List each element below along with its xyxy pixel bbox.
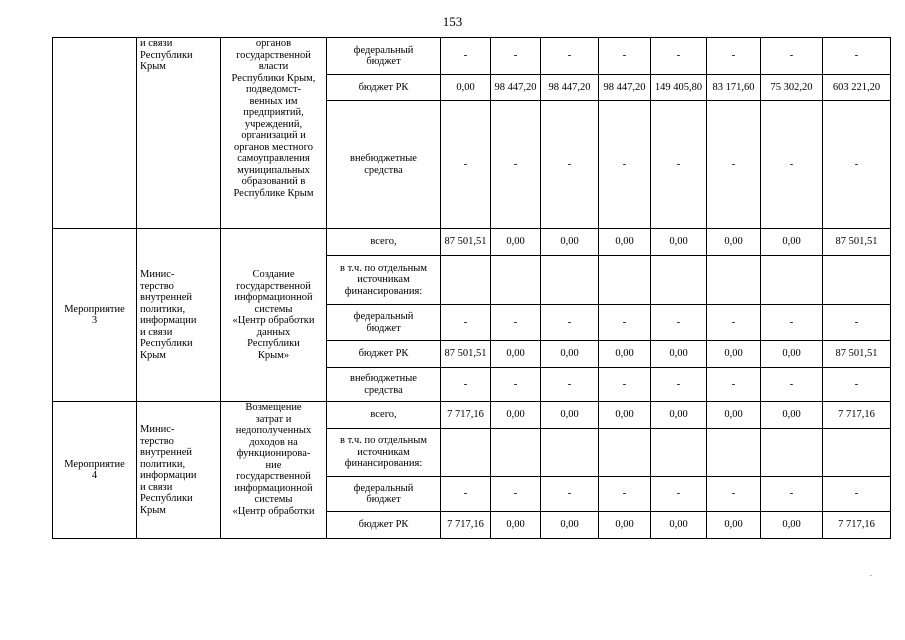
cell-text-line: государственной — [236, 471, 311, 482]
value-cell: 7 717,16 — [823, 512, 891, 539]
value-cell: 149 405,80 — [651, 75, 707, 101]
cell-text-line: Создание — [252, 269, 295, 280]
value-cell: 0,00 — [491, 512, 541, 539]
value-cell: 98 447,20 — [541, 75, 599, 101]
cell-text-line: политики, — [140, 458, 186, 470]
cell-text-line: Республики — [247, 338, 300, 349]
cell-text-line: внебюджетные — [350, 373, 417, 384]
cell-text-line: информационной — [234, 292, 313, 303]
scan-speck — [870, 575, 872, 576]
cell-text-line: политики, — [140, 303, 186, 315]
cell-text-line: Возмещение — [245, 402, 302, 413]
value-cell: - — [541, 38, 599, 75]
cell-text-line: всего, — [370, 409, 397, 421]
value-cell: 603 221,20 — [823, 75, 891, 101]
value-cell: - — [651, 305, 707, 341]
value-cell: 0,00 — [707, 402, 761, 429]
cell-text-line: Мероприятие — [64, 458, 125, 470]
value-cell: 0,00 — [541, 229, 599, 256]
cell-text-line: функционирова- — [236, 448, 311, 459]
funding-source-cell — [327, 429, 441, 477]
cell-text-line: недополученных — [235, 425, 312, 436]
cell-text-line: органов — [255, 38, 292, 49]
value-cell — [599, 429, 651, 477]
value-cell: 7 717,16 — [823, 402, 891, 429]
cell-text-line: источникам — [357, 274, 410, 286]
value-cell: - — [823, 368, 891, 402]
cell-text-line: и связи — [140, 481, 173, 493]
cell-text-line: образований в — [241, 176, 306, 187]
value-cell: - — [761, 368, 823, 402]
cell-text-line: и связи — [140, 326, 173, 338]
value-cell: - — [761, 305, 823, 341]
value-cell: 0,00 — [707, 512, 761, 539]
cell-text-line: подведомст- — [245, 84, 302, 95]
value-cell: - — [823, 101, 891, 229]
value-cell — [491, 429, 541, 477]
value-cell — [651, 256, 707, 305]
table-row — [53, 229, 891, 256]
value-cell: - — [441, 368, 491, 402]
value-cell — [823, 429, 891, 477]
value-cell: - — [707, 101, 761, 229]
measure-description-cell — [221, 38, 327, 229]
cell-text-line: Минис- — [140, 424, 175, 435]
value-cell: - — [707, 477, 761, 512]
value-cell: - — [761, 38, 823, 75]
value-cell: 0,00 — [599, 341, 651, 368]
cell-text-line: Крым — [140, 504, 166, 516]
cell-text-line: Республики Крым, — [231, 72, 316, 84]
cell-text-line: бюджет — [366, 56, 401, 67]
cell-text-line: затрат и — [255, 413, 292, 425]
cell-text-line: бюджет РК — [358, 348, 409, 360]
value-cell — [707, 429, 761, 477]
cell-text-line: внебюджетные — [350, 153, 417, 164]
value-cell: 7 717,16 — [441, 402, 491, 429]
value-cell: 0,00 — [441, 75, 491, 101]
measure-label-cell — [53, 402, 137, 539]
cell-text-line: Республики — [140, 49, 193, 61]
value-cell — [761, 429, 823, 477]
value-cell — [599, 256, 651, 305]
cell-text-line: бюджет — [366, 494, 401, 505]
cell-text-line: «Центр обработки — [232, 315, 315, 326]
value-cell — [541, 429, 599, 477]
value-cell: 0,00 — [761, 341, 823, 368]
cell-text-line: информации — [140, 470, 197, 481]
value-cell: 0,00 — [491, 341, 541, 368]
cell-text-line: бюджет — [366, 322, 401, 334]
cell-text-line: в т.ч. по отдельным — [340, 435, 427, 447]
value-cell: - — [441, 101, 491, 229]
cell-text-line: доходов на — [249, 436, 298, 448]
value-cell: - — [651, 368, 707, 402]
funding-source-cell — [327, 368, 441, 402]
value-cell: 0,00 — [761, 512, 823, 539]
value-cell: 0,00 — [651, 341, 707, 368]
value-cell: 0,00 — [651, 512, 707, 539]
value-cell: 0,00 — [491, 402, 541, 429]
value-cell: 83 171,60 — [707, 75, 761, 101]
responsible-org-cell — [137, 38, 221, 229]
funding-source-cell — [327, 229, 441, 256]
table-row — [53, 402, 891, 429]
value-cell: - — [491, 368, 541, 402]
cell-text-line: терство — [140, 435, 174, 447]
value-cell: - — [441, 305, 491, 341]
value-cell: 0,00 — [599, 402, 651, 429]
value-cell: 0,00 — [599, 229, 651, 256]
funding-source-cell — [327, 341, 441, 368]
cell-text-line: ние — [265, 459, 282, 471]
cell-text-line: 4 — [91, 470, 98, 481]
value-cell: 0,00 — [491, 229, 541, 256]
value-cell: - — [761, 101, 823, 229]
funding-source-cell — [327, 477, 441, 512]
cell-text-line: 3 — [91, 315, 98, 326]
cell-text-line: самоуправления — [237, 153, 310, 164]
value-cell: 0,00 — [541, 402, 599, 429]
measure-description-cell — [221, 229, 327, 402]
funding-table — [52, 37, 891, 539]
measure-description-cell — [221, 402, 327, 539]
cell-text-line: средства — [364, 164, 403, 176]
cell-text-line: данных — [256, 326, 291, 338]
value-cell: - — [707, 305, 761, 341]
cell-text-line: информационной — [234, 482, 313, 494]
cell-text-line: федеральный — [353, 44, 414, 56]
value-cell — [651, 429, 707, 477]
cell-text-line: Республики — [140, 493, 193, 504]
value-cell: 87 501,51 — [441, 341, 491, 368]
cell-text-line: федеральный — [353, 482, 414, 494]
value-cell: 87 501,51 — [823, 341, 891, 368]
value-cell — [761, 256, 823, 305]
cell-text-line: учреждений, — [244, 118, 303, 130]
cell-text-line: федеральный — [353, 311, 414, 322]
value-cell: - — [491, 101, 541, 229]
cell-text-line: Республике Крым — [233, 187, 314, 199]
cell-text-line: Крым» — [257, 349, 290, 361]
value-cell: - — [823, 305, 891, 341]
value-cell: - — [599, 305, 651, 341]
value-cell — [441, 256, 491, 305]
cell-text-line: всего, — [370, 236, 397, 248]
value-cell: - — [541, 305, 599, 341]
value-cell: - — [761, 477, 823, 512]
value-cell: 0,00 — [651, 402, 707, 429]
cell-text-line: государственной — [236, 280, 311, 292]
value-cell: - — [823, 477, 891, 512]
value-cell: - — [651, 477, 707, 512]
funding-source-cell — [327, 101, 441, 229]
cell-text-line: системы — [254, 494, 293, 505]
funding-source-cell — [327, 512, 441, 539]
value-cell: - — [541, 477, 599, 512]
value-cell: 0,00 — [707, 341, 761, 368]
cell-text-line: Минис- — [140, 269, 175, 280]
funding-source-cell — [327, 256, 441, 305]
value-cell: 0,00 — [599, 512, 651, 539]
cell-text-line: в т.ч. по отдельным — [340, 262, 427, 274]
cell-text-line: источникам — [357, 446, 410, 458]
funding-source-cell — [327, 402, 441, 429]
value-cell: 0,00 — [541, 512, 599, 539]
cell-text-line: внутренней — [140, 292, 192, 303]
page-number: 153 — [442, 14, 463, 29]
value-cell — [707, 256, 761, 305]
value-cell: - — [599, 38, 651, 75]
value-cell: - — [491, 305, 541, 341]
cell-text-line: муниципальных — [237, 164, 310, 176]
value-cell: - — [599, 101, 651, 229]
measure-label-cell — [53, 38, 137, 229]
value-cell: - — [441, 477, 491, 512]
value-cell: - — [823, 38, 891, 75]
value-cell: 75 302,20 — [761, 75, 823, 101]
value-cell — [491, 256, 541, 305]
value-cell: - — [441, 38, 491, 75]
value-cell: 0,00 — [651, 229, 707, 256]
cell-text-line: внутренней — [140, 447, 192, 458]
cell-text-line: бюджет РК — [358, 81, 409, 93]
cell-text-line: органов местного — [234, 141, 313, 153]
responsible-org-cell — [137, 229, 221, 402]
table-row — [53, 38, 891, 75]
value-cell: - — [599, 368, 651, 402]
cell-text-line: Крым — [140, 349, 166, 361]
value-cell: 87 501,51 — [441, 229, 491, 256]
value-cell: - — [651, 38, 707, 75]
cell-text-line: информации — [140, 315, 197, 326]
cell-text-line: финансирования: — [344, 458, 423, 470]
value-cell: - — [599, 477, 651, 512]
value-cell — [823, 256, 891, 305]
cell-text-line: организаций и — [241, 130, 306, 141]
cell-text-line: «Центр обработки — [232, 505, 315, 517]
cell-text-line: средства — [364, 384, 403, 396]
value-cell: 7 717,16 — [441, 512, 491, 539]
value-cell: 98 447,20 — [599, 75, 651, 101]
cell-text-line: предприятий, — [243, 107, 304, 118]
value-cell: 98 447,20 — [491, 75, 541, 101]
funding-source-cell — [327, 38, 441, 75]
funding-source-cell — [327, 75, 441, 101]
value-cell: - — [651, 101, 707, 229]
cell-text-line: системы — [254, 303, 293, 315]
value-cell: - — [541, 368, 599, 402]
cell-text-line: терство — [140, 280, 174, 292]
cell-text-line: Республики — [140, 338, 193, 349]
value-cell: - — [491, 477, 541, 512]
cell-text-line: государственной — [236, 49, 311, 61]
measure-label-cell — [53, 229, 137, 402]
cell-text-line: и связи — [140, 38, 173, 49]
value-cell — [441, 429, 491, 477]
cell-text-line: Крым — [140, 61, 166, 72]
value-cell — [541, 256, 599, 305]
value-cell: 0,00 — [707, 229, 761, 256]
value-cell: - — [541, 101, 599, 229]
value-cell: - — [491, 38, 541, 75]
responsible-org-cell — [137, 402, 221, 539]
cell-text-line: венных им — [249, 95, 298, 107]
value-cell: 0,00 — [761, 229, 823, 256]
value-cell: 0,00 — [541, 341, 599, 368]
cell-text-line: финансирования: — [344, 285, 423, 297]
funding-source-cell — [327, 305, 441, 341]
cell-text-line: бюджет РК — [358, 519, 409, 531]
value-cell: - — [707, 368, 761, 402]
value-cell: - — [707, 38, 761, 75]
value-cell: 0,00 — [761, 402, 823, 429]
cell-text-line: Мероприятие — [64, 303, 125, 315]
value-cell: 87 501,51 — [823, 229, 891, 256]
cell-text-line: власти — [258, 61, 289, 72]
